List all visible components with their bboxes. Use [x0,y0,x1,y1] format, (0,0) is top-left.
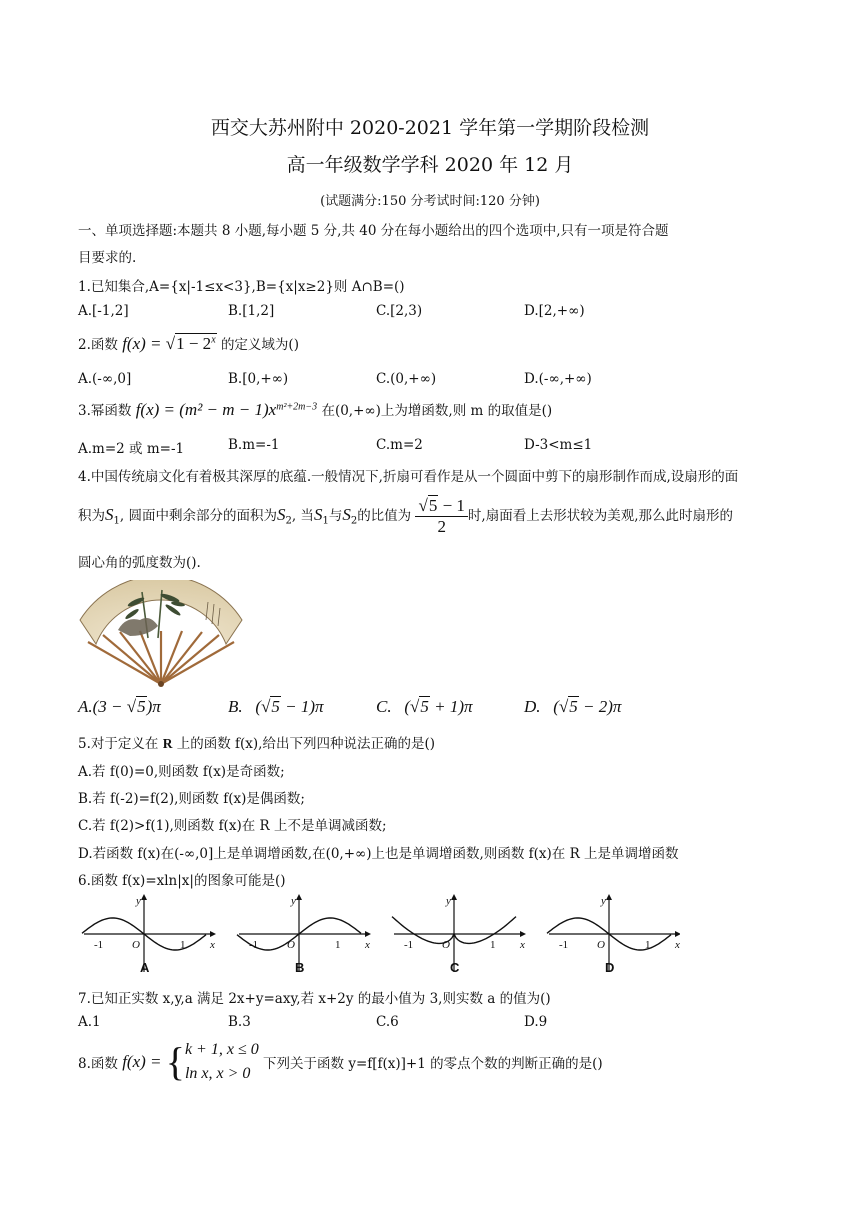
q5-option-d: D.若函数 f(x)在(-∞,0]上是单调增函数,在(0,+∞)上也是单调增函数,则函数 f(x)在 R 上是单调增函数 [78,846,679,862]
q4-option-d: D. (√5 − 2)π [524,697,622,716]
s2-subscript-2: 2 [350,515,358,527]
q4-d-val: ( [553,697,559,716]
q4-b-end: − 1)π [280,697,324,716]
graph-b [237,894,371,975]
q4-d-end: − 2)π [578,697,622,716]
q4-b-rad: 5 [271,697,280,716]
graph-d [547,894,680,975]
q4-option-a: A.(3 − √5)π [78,697,161,716]
s2-symbol: S [276,505,286,524]
question-8-stem [78,1038,603,1086]
y-axis-arrow [296,894,302,900]
question-4-line2 [78,496,733,537]
q2-suffix: 的定义域为() [220,337,299,353]
piecewise-brace: { [165,1039,185,1084]
q4-text-e: 的比值为 [357,508,412,524]
question-2-stem: 2.函数 $f(x) = √1 - 2^x$ 的定义域为() [78,334,299,353]
s2-subscript: 2 [285,515,292,527]
q4-a-val: (3 − [92,697,127,716]
q7-option-c: C.6 [376,1014,399,1030]
tick-label-1: 1 [335,939,341,951]
s1-subscript: 1 [113,515,120,527]
frac-num-rest: − 1 [438,496,465,515]
x-axis-arrow [365,931,371,937]
exam-note: (试题满分:150 分考试时间:120 分钟) [320,194,540,209]
q5-option-b: B.若 f(-2)=f(2),则函数 f(x)是偶函数; [78,791,305,807]
q5-stem-b: 上的函数 f(x),给出下列四种说法正确的是() [176,736,435,752]
tick-label-neg1: -1 [249,939,259,951]
q2-option-b: B.[0,+∞) [228,371,289,387]
q1-option-a: A.[-1,2] [78,303,129,319]
s1-subscript-2: 1 [322,515,329,527]
q7-option-a: A.1 [78,1014,101,1030]
frac-denominator: 2 [437,517,446,536]
q4-c-label: C. [376,697,392,716]
q3-prefix: 3.幂函数 [78,403,132,419]
tick-label-neg1: -1 [559,939,569,951]
q3-option-c: C.m=2 [376,437,423,453]
q4-text-a: 积为 [78,508,105,524]
q4-b-label: B. [228,697,243,716]
exam-subtitle: 高一年级数学学科 2020 年 12 月 [286,154,574,176]
q5-option-c: C.若 f(2)>f(1),则函数 f(x)在 R 上不是单调减函数; [78,818,387,834]
q3-option-d: D-3<m≤1 [524,437,593,453]
question-7-stem: 7.已知正实数 x,y,a 满足 2x+y=axy,若 x+2y 的最小值为 3,则实数 a 的值为() [78,991,551,1007]
y-axis-label: y [136,895,141,907]
case-2: ln x, x > 0 [184,1065,251,1082]
question-4-line1: 4.中国传统扇文化有着极其深厚的底蕴.一般情况下,折扇可看作是从一个圆面中剪下的扇形制作而成,设扇形的面 [78,469,739,485]
question-4-line3: 圆心角的弧度数为(). [78,555,201,571]
question-1-stem: 1.已知集合,A={x|-1≤x<3},B={x|x≥2}则 A∩B=() [78,279,405,295]
q4-d-rad: 5 [569,697,578,716]
golden-ratio-fraction: $\frac{√5 - 1}{2}$ [415,496,467,537]
piecewise-cases [185,1038,259,1086]
section-instructions-cont: 目要求的. [78,250,137,266]
q4-a-rad: 5 [137,697,146,716]
q3-exponent: m²+2m−3 [276,401,318,413]
q2-option-d: D.(-∞,+∞) [524,371,592,387]
q2-exponent: x [211,334,216,346]
q3-option-a: A.m=2 或 m=-1 [78,441,185,457]
origin-label: O [442,939,450,951]
q2-option-c: C.(0,+∞) [376,371,437,387]
x-axis-label: x [675,939,680,951]
q8-function: f(x) = [122,1052,166,1071]
y-axis-label: y [601,895,606,907]
origin-label: O [597,939,605,951]
y-axis-label: y [446,895,451,907]
q1-option-b: B.[1,2] [228,303,275,319]
q4-text-d: 与 [328,508,343,524]
q2-function: f(x) = [122,334,166,353]
graph-label: B [295,960,305,975]
y-axis-arrow [451,894,457,900]
q8-prefix: 8.函数 [78,1056,118,1072]
origin-label: O [132,939,140,951]
q4-d-label: D. [524,697,541,716]
s1-symbol: S [105,505,114,524]
q7-option-b: B.3 [228,1014,251,1030]
frac-radicand: 5 [428,496,438,515]
q2-radicand: 1 − 2 [176,334,212,353]
q1-option-c: C.[2,3) [376,303,423,319]
q4-b-val: ( [255,697,262,716]
q5-option-a: A.若 f(0)=0,则函数 f(x)是奇函数; [78,764,285,780]
q4-option-b: B. (√5 − 1)π [228,697,324,716]
tick-label-neg1: -1 [94,939,104,951]
tick-label-1: 1 [490,939,496,951]
graph-label: C [450,960,460,975]
q4-option-c: C. (√5 + 1)π [376,697,473,716]
x-axis-arrow [210,931,216,937]
q7-option-d: D.9 [524,1014,548,1030]
q8-suffix: 下列关于函数 y=f[f(x)]+1 的零点个数的判断正确的是() [263,1056,603,1072]
graph-a [82,894,216,975]
q4-text-b: , 圆面中剩余部分的面积为 [119,508,277,524]
q4-text-c: , 当 [291,508,314,524]
tick-label-1: 1 [180,939,186,951]
q4-a-label: A. [78,697,93,716]
question-3-stem [78,399,552,420]
q4-c-rad: 5 [420,697,429,716]
graph-label: A [140,960,150,975]
q3-option-b: B.m=-1 [228,437,280,453]
exam-title: 西交大苏州附中 2020-2021 学年第一学期阶段检测 [210,117,650,139]
s1-symbol-2: S [313,505,323,524]
q3-suffix: 在(0,+∞)上为增函数,则 m 的取值是() [321,403,553,419]
q2-prefix: 2.函数 [78,337,118,353]
x-axis-label: x [520,939,525,951]
question-6-stem: 6.函数 f(x)=xln|x|的图象可能是() [78,873,286,889]
q5-stem-a: 5.对于定义在 [78,736,159,752]
folding-fan-image [78,580,244,688]
q1-option-d: D.[2,+∞) [524,303,585,319]
q4-c-val: ( [404,697,411,716]
q2-option-a: A.(-∞,0] [78,371,132,387]
q4-text-f: 时,扇面看上去形状较为美观,那么此时扇形的 [467,508,734,524]
q5-stem-r: R [162,736,173,751]
y-axis-arrow [141,894,147,900]
graph-label: D [605,960,615,975]
x-axis-arrow [675,931,680,937]
q3-function: f(x) = (m² − m − 1)x [135,400,277,419]
y-axis-arrow [606,894,612,900]
case-1: k + 1, x ≤ 0 [184,1041,259,1058]
x-axis-label: x [365,939,370,951]
s2-symbol-2: S [342,505,351,524]
question-5-stem [78,732,435,752]
q4-c-end: + 1)π [429,697,473,716]
x-axis-arrow [520,931,526,937]
x-axis-label: x [210,939,215,951]
tick-label-neg1: -1 [404,939,414,951]
q4-a-end: )π [146,697,161,716]
tick-label-1: 1 [645,939,651,951]
section-instructions: 一、单项选择题:本题共 8 小题,每小题 5 分,共 40 分在每小题给出的四个选项中,只有一项是符合题 [78,223,669,239]
origin-label: O [287,939,295,951]
graph-c [392,894,526,975]
y-axis-label: y [291,895,296,907]
q6-graphs [80,892,680,976]
